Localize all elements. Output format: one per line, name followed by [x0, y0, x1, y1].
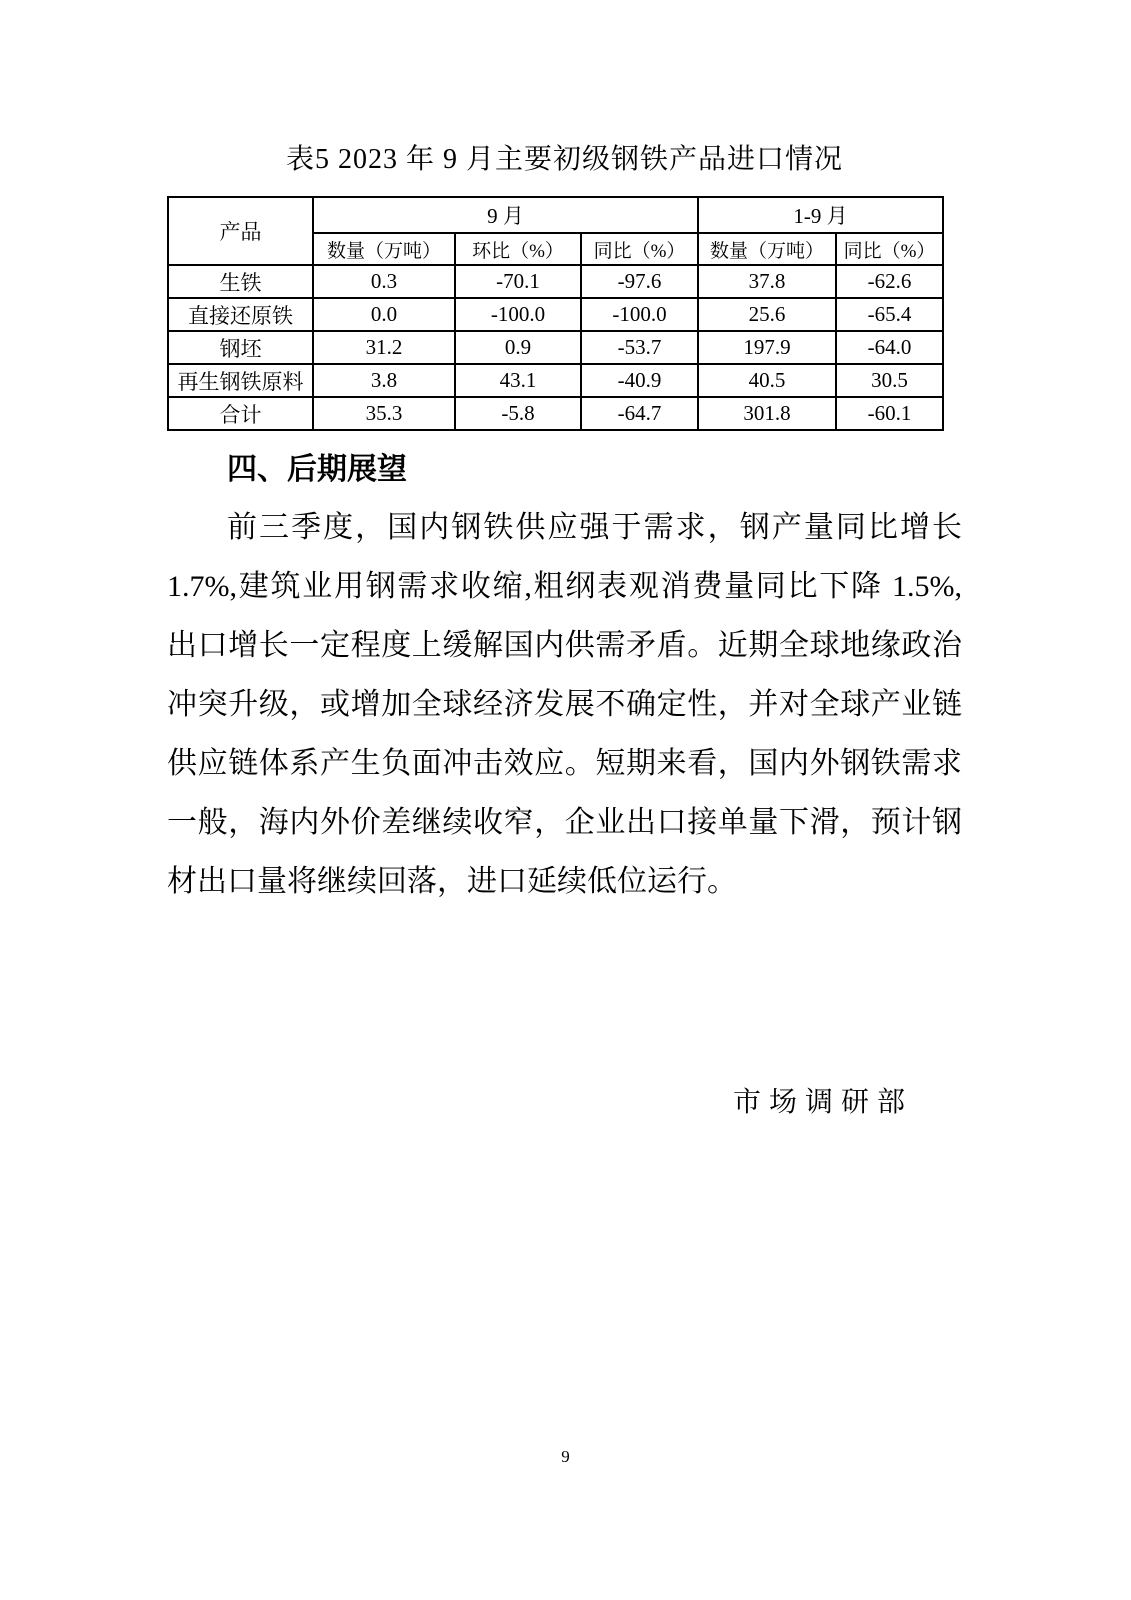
value-cell: -5.8: [455, 397, 581, 430]
value-cell: -97.6: [581, 265, 698, 298]
paragraph-line: 冲突升级，或增加全球经济发展不确定性，并对全球产业链: [167, 688, 962, 721]
value-cell: -65.4: [836, 298, 943, 331]
value-cell: -60.1: [836, 397, 943, 430]
sub-header-yoy-cum: 同比（%）: [836, 233, 943, 265]
value-cell: 40.5: [698, 364, 836, 397]
product-cell: 再生钢铁原料: [168, 364, 313, 397]
table-row: [168, 364, 943, 397]
value-cell: 25.6: [698, 298, 836, 331]
section-heading: 四、后期展望: [227, 453, 407, 486]
product-cell: 生铁: [168, 265, 313, 298]
value-cell: 197.9: [698, 331, 836, 364]
page-content: [167, 143, 962, 911]
paragraph-line: 前三季度，国内钢铁供应强于需求，钢产量同比增长: [227, 511, 962, 544]
value-cell: 37.8: [698, 265, 836, 298]
table-title: 表5 2023 年 9 月主要初级钢铁产品进口情况: [285, 144, 843, 175]
value-cell: -100.0: [581, 298, 698, 331]
product-cell: 钢坯: [168, 331, 313, 364]
value-cell: 0.3: [313, 265, 455, 298]
group-header-jan-sep: 1-9 月: [698, 197, 943, 233]
value-cell: 35.3: [313, 397, 455, 430]
value-cell: 43.1: [455, 364, 581, 397]
table-header-row-groups: [168, 197, 943, 233]
product-cell: 合计: [168, 397, 313, 430]
value-cell: -64.0: [836, 331, 943, 364]
sub-header-yoy-sep: 同比（%）: [581, 233, 698, 265]
value-cell: -53.7: [581, 331, 698, 364]
product-cell: 直接还原铁: [168, 298, 313, 331]
page-number: 9: [561, 1447, 570, 1466]
table-row: [168, 265, 943, 298]
import-table: [167, 196, 944, 431]
value-cell: 0.9: [455, 331, 581, 364]
value-cell: -70.1: [455, 265, 581, 298]
value-cell: -100.0: [455, 298, 581, 331]
paragraph-line: 1.7%,建筑业用钢需求收缩,粗纲表观消费量同比下降 1.5%,: [167, 570, 962, 603]
signature-department: 市场调研部: [733, 1087, 914, 1118]
outlook-paragraph: [167, 498, 962, 911]
value-cell: 0.0: [313, 298, 455, 331]
value-cell: -62.6: [836, 265, 943, 298]
sub-header-qty-sep: 数量（万吨）: [313, 233, 455, 265]
sub-header-mom-sep: 环比（%）: [455, 233, 581, 265]
value-cell: -64.7: [581, 397, 698, 430]
value-cell: 31.2: [313, 331, 455, 364]
col-header-product: 产品: [168, 197, 313, 265]
value-cell: 301.8: [698, 397, 836, 430]
paragraph-line: 供应链体系产生负面冲击效应。短期来看，国内外钢铁需求: [167, 747, 962, 780]
table-row: [168, 298, 943, 331]
paragraph-line: 材出口量将继续回落，进口延续低位运行。: [167, 865, 737, 898]
group-header-september: 9 月: [313, 197, 698, 233]
table-row: [168, 331, 943, 364]
value-cell: 30.5: [836, 364, 943, 397]
sub-header-qty-cum: 数量（万吨）: [698, 233, 836, 265]
table-row-total: [168, 397, 943, 430]
paragraph-line: 出口增长一定程度上缓解国内供需矛盾。近期全球地缘政治: [167, 629, 962, 662]
value-cell: 3.8: [313, 364, 455, 397]
paragraph-line: 一般，海内外价差继续收窄，企业出口接单量下滑，预计钢: [167, 806, 962, 839]
value-cell: -40.9: [581, 364, 698, 397]
